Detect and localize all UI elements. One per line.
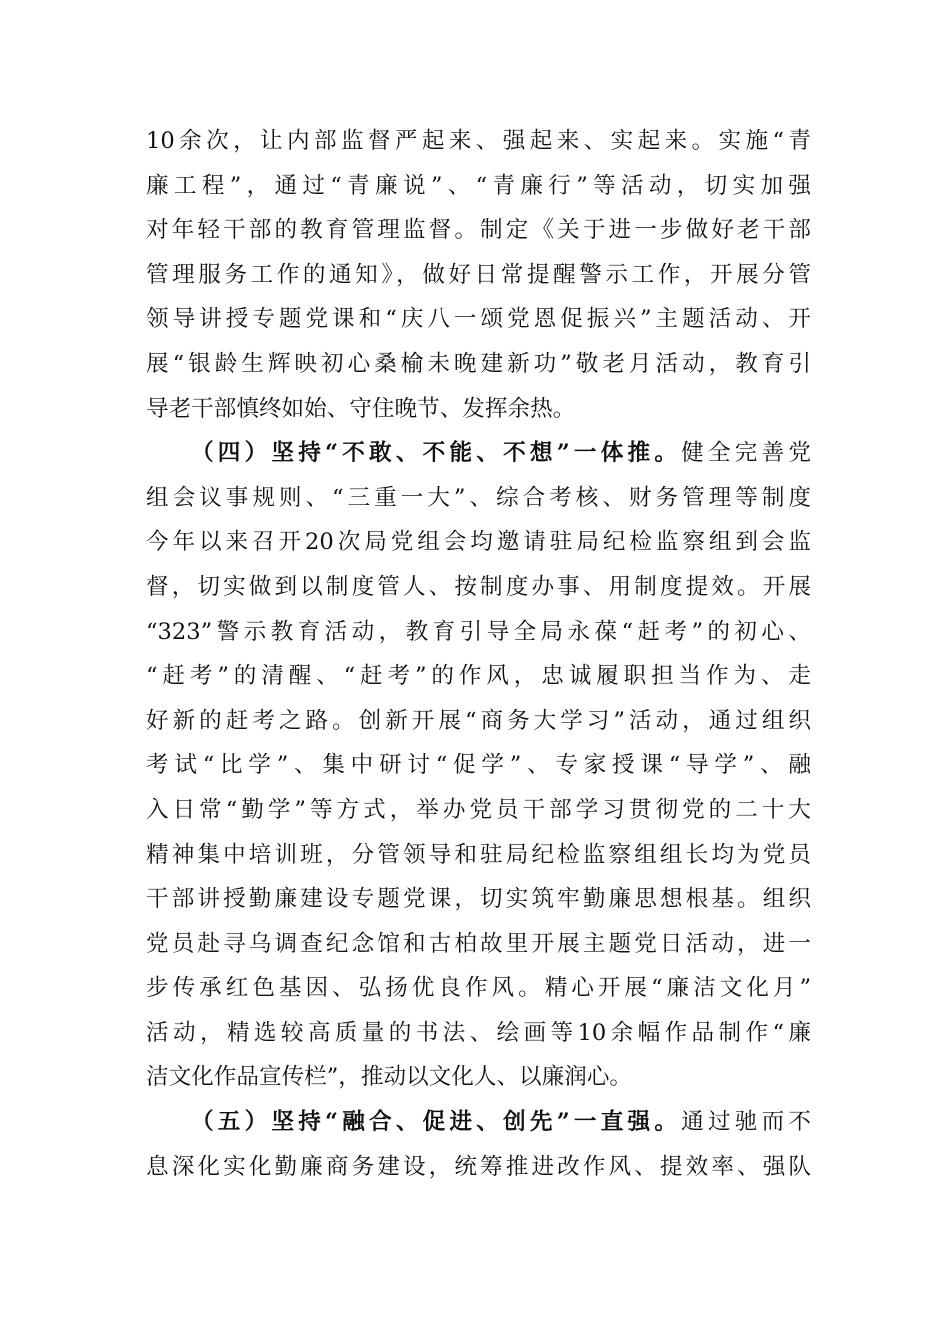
text-line: 精神集中培训班，分管领导和驻局纪检监察组组长均为党员 <box>146 841 811 868</box>
text-line: 廉工程”，通过“青廉说”、“青廉行”等活动，切实加强 <box>146 172 811 199</box>
paragraph-first-line <box>146 1100 811 1145</box>
text-line: 督，切实做到以制度管人、按制度办事、用制度提效。开展 <box>146 573 811 600</box>
text-line: 考试“比学”、集中研讨“促学”、专家授课“导学”、融 <box>146 752 811 779</box>
text-line: 党员赴寻乌调查纪念馆和古柏故里开展主题党日活动，进一 <box>146 930 811 957</box>
text-line: 展“银龄生辉映初心桑榆未晚建新功”敬老月活动，教育引 <box>146 350 811 377</box>
text-line: 干部讲授勤廉建设专题党课，切实筑牢勤廉思想根基。组织 <box>146 886 811 913</box>
text-line: 息深化实化勤廉商务建设，统筹推进改作风、提效率、强队 <box>146 1153 811 1180</box>
text-line: 洁文化作品宣传栏”，推动以文化人、以廉润心。 <box>146 1064 633 1091</box>
text-line: 导老干部慎终如始、守住晚节、发挥余热。 <box>146 395 576 422</box>
text-line: “323”警示教育活动，教育引导全局永葆“赶考”的初心、 <box>146 618 811 645</box>
text-line: 管理服务工作的通知》，做好日常提醒警示工作，开展分管 <box>146 261 811 288</box>
paragraph-first-line <box>146 431 811 476</box>
text-line: 10余次，让内部监督严起来、强起来、实起来。实施“青 <box>146 128 811 154</box>
text-line: “赶考”的清醒、“赶考”的作风，忠诚履职担当作为、走 <box>146 663 811 690</box>
text-line: 组会议事规则、“三重一大”、综合考核、财务管理等制度 <box>146 484 811 511</box>
text-line: 步传承红色基因、弘扬优良作风。精心开展“廉洁文化月” <box>146 975 811 1002</box>
text-line: 入日常“勤学”等方式，举办党员干部学习贯彻党的二十大 <box>146 796 811 823</box>
section-heading-5: （五）坚持“融合、促进、创先”一直强。 <box>191 1109 682 1136</box>
text-line: 今年以来召开20次局党组会均邀请驻局纪检监察组到会监 <box>146 529 811 556</box>
text-line: 领导讲授专题党课和“庆八一颂党恩促振兴”主题活动、开 <box>146 306 811 333</box>
text-line: 好新的赶考之路。创新开展“商务大学习”活动，通过组织 <box>146 707 811 734</box>
text-line: 对年轻干部的教育管理监督。制定《关于进一步做好老干部 <box>146 217 811 244</box>
text-run: 通过驰而不 <box>681 1109 811 1136</box>
body-text <box>146 119 811 1189</box>
text-run: 健全完善党 <box>681 440 811 467</box>
text-line: 活动，精选较高质量的书法、绘画等10余幅作品制作“廉 <box>146 1019 811 1046</box>
section-heading-4: （四）坚持“不敢、不能、不想”一体推。 <box>191 440 682 467</box>
